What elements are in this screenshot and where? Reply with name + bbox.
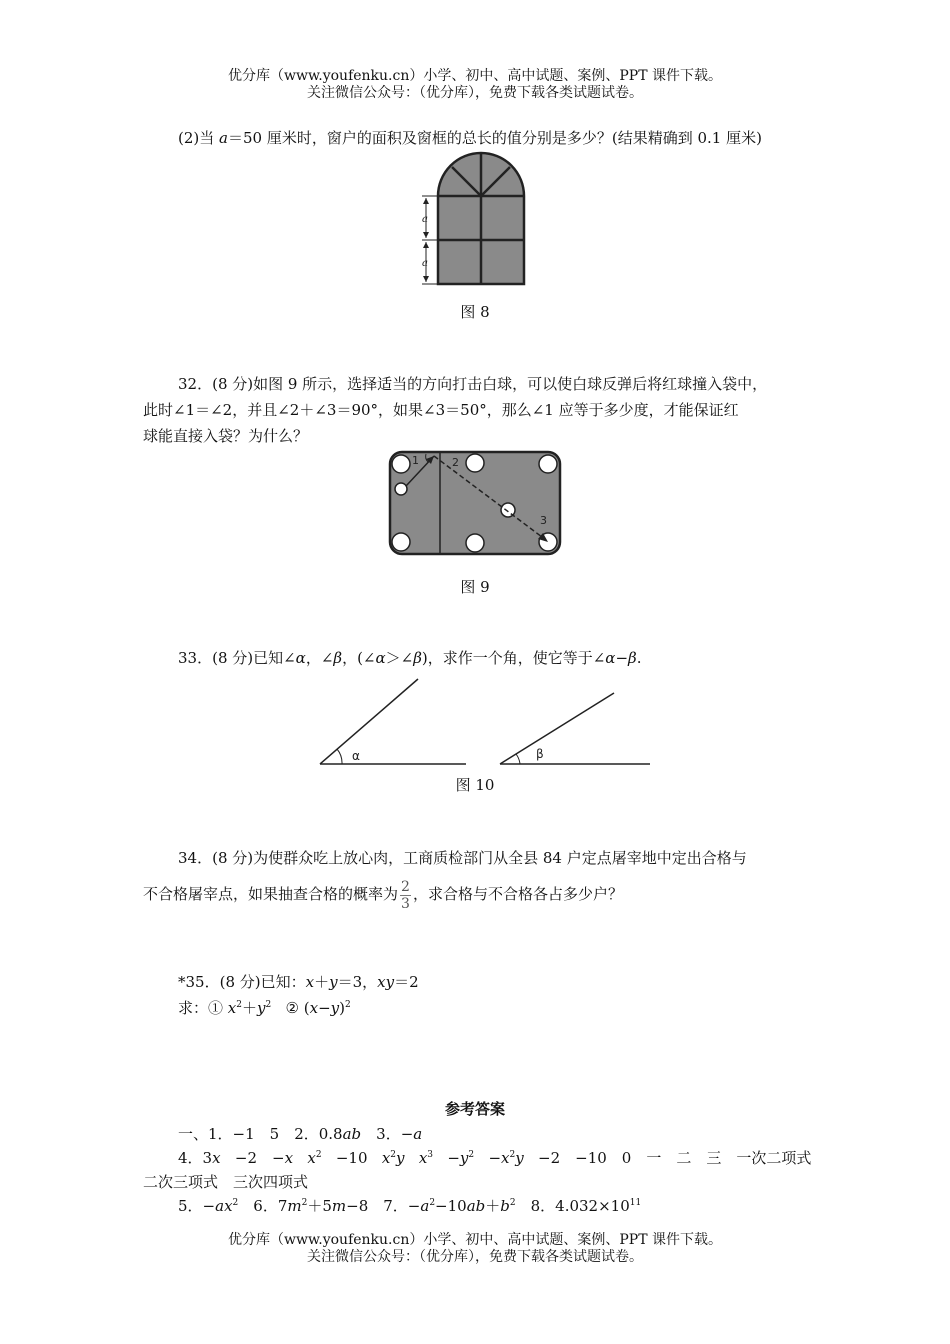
answers-row-1: 一、1．−1 5 2．0.8ab 3．−a bbox=[178, 1125, 423, 1143]
angle-2-label: 2 bbox=[452, 456, 459, 469]
probability-fraction: $\frac{2}{3}$ bbox=[401, 878, 410, 912]
footer-line-1: 优分库（www.youfenku.cn）小学、初中、高中试题、案例、PPT 课件下载。 bbox=[227, 1232, 722, 1248]
q34-line-2: 不合格屠宰点，如果抽查合格的概率为 $\frac{2}{3}$ ，求合格与不合格各占多少户？ bbox=[143, 878, 623, 912]
q35-ask: 求：① $x^2+y^2$ ② $(x-y)^2$ bbox=[178, 999, 351, 1017]
figure-10-caption: 图 10 bbox=[455, 776, 495, 794]
alpha-label: α bbox=[352, 749, 360, 763]
window-dim-label-1: a bbox=[422, 214, 428, 225]
answers-title: 参考答案 bbox=[444, 1100, 505, 1118]
beta-label: β bbox=[536, 747, 544, 761]
q31-part2-text: (2)当 a＝50 厘米时，窗户的面积及窗框的总长的值分别是多少？(结果精确到 0.1 厘米) bbox=[178, 129, 762, 147]
window-dim-label-2: a bbox=[422, 258, 428, 269]
angle-1-label: 1 bbox=[412, 454, 419, 467]
q32-line-2: 此时∠1＝∠2，并且∠2＋∠3＝90°，如果∠3＝50°，那么∠1 应等于多少度，才能保证红 bbox=[143, 401, 739, 419]
window-figure bbox=[412, 150, 528, 288]
page-header bbox=[0, 68, 950, 102]
angles-figure bbox=[316, 676, 656, 768]
answers-row-3: 二次三项式 三次四项式 bbox=[143, 1173, 309, 1191]
q32-line-1: 32．(8 分)如图 9 所示，选择适当的方向打击白球，可以使白球反弹后将红球撞入袋中， bbox=[178, 375, 768, 393]
billiard-table-figure bbox=[388, 450, 562, 556]
footer-line-2: 关注微信公众号：（优分库），免费下载各类试题试卷。 bbox=[307, 1249, 643, 1265]
figure-9-caption: 图 9 bbox=[460, 578, 490, 596]
answers-row-2: 4．3x −2 −x $x^2$ −10 $x^2y$ $x^3$ $-y^2$ $-x^2y$ −2 −10 0 一 二 三 一次二项式 bbox=[178, 1149, 812, 1167]
page-footer bbox=[0, 1232, 950, 1266]
figure-8-caption: 图 8 bbox=[460, 303, 490, 321]
answers-row-4: 5．$-ax^2$ 6．$7m^2+5m-8$ 7．$-a^2-10ab+b^2$ 8．$4.032\times 10^{11}$ bbox=[178, 1197, 642, 1215]
q34-line-1: 34．(8 分)为使群众吃上放心肉，工商质检部门从全县 84 户定点屠宰地中定出合格与 bbox=[178, 849, 747, 867]
q32-line-3: 球能直接入袋？为什么？ bbox=[143, 427, 309, 445]
q33-text: 33．(8 分)已知∠α，∠β，(∠α＞∠β)，求作一个角，使它等于∠α−β. bbox=[178, 649, 642, 667]
header-line-2: 关注微信公众号：（优分库），免费下载各类试题试卷。 bbox=[307, 85, 643, 101]
angle-3-label: 3 bbox=[540, 514, 547, 527]
q35-given: *35．(8 分)已知：x＋y＝3，xy＝2 bbox=[178, 973, 419, 991]
header-line-1: 优分库（www.youfenku.cn）小学、初中、高中试题、案例、PPT 课件下载。 bbox=[227, 68, 722, 84]
